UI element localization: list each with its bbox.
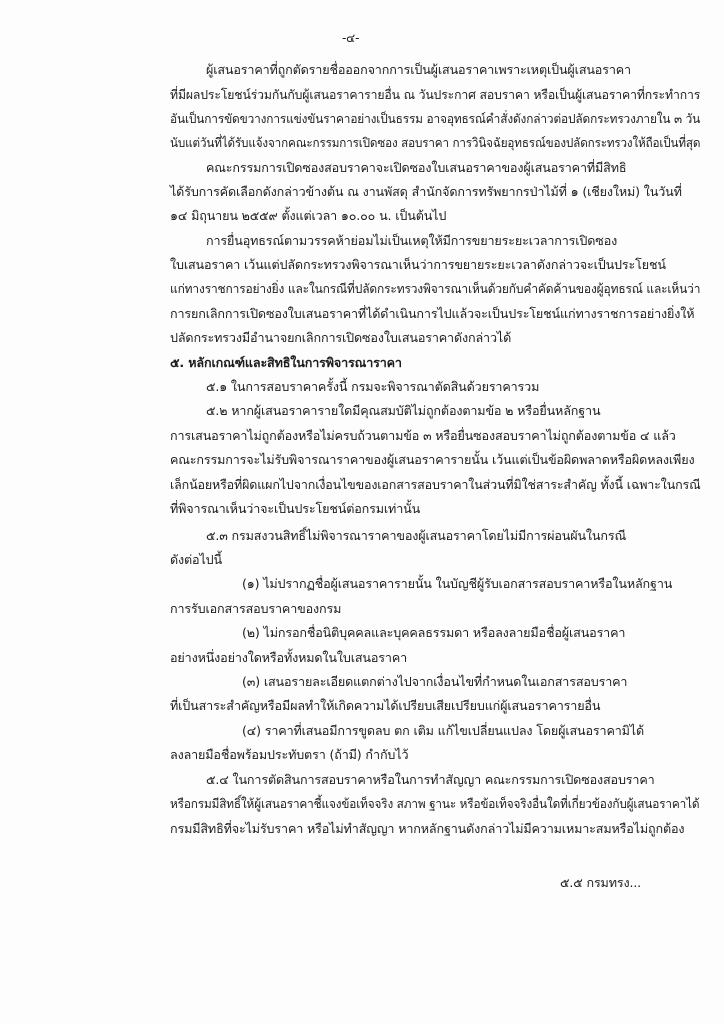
- paragraph-line: กรมมีสิทธิที่จะไม่รับราคา หรือไม่ทำสัญญา หากหลักฐานดังกล่าวไม่มีความเหมาะสมหรือไม่ถูกต้อง: [170, 821, 685, 836]
- list-item-line: (๔) ราคาที่เสนอมีการขูดลบ ตก เติม แก้ไขเปลี่ยนแปลง โดยผู้เสนอราคามิได้: [242, 723, 644, 738]
- page-number: -๔-: [342, 31, 360, 45]
- paragraph-line: ที่มีผลประโยชน์ร่วมกันกับผู้เสนอราคารายอื่น ณ วันประกาศ สอบราคา หรือเป็นผู้เสนอราคาที่กระทำการ: [170, 87, 701, 102]
- paragraph-line: คณะกรรมการเปิดซองสอบราคาจะเปิดซองใบเสนอราคาของผู้เสนอราคาที่มีสิทธิ: [206, 160, 627, 175]
- list-item-line: ลงลายมือชื่อพร้อมประทับตรา (ถ้ามี) กำกับไว้: [170, 747, 409, 762]
- paragraph-line: หรือกรมมีสิทธิ์ให้ผู้เสนอราคาชี้แจงข้อเท็จจริง สภาพ ฐานะ หรือข้อเท็จจริงอื่นใดที่เกี่ยวข้องกับผู้เสนอราคาได้: [170, 796, 700, 811]
- list-item-line: การรับเอกสารสอบราคาของกรม: [170, 601, 342, 616]
- paragraph-line: ๕.๒ หากผู้เสนอราคารายใดมีคุณสมบัติไม่ถูกต้องตามข้อ ๒ หรือยื่นหลักฐาน: [206, 403, 601, 418]
- paragraph-line: ๕.๑ ในการสอบราคาครั้งนี้ กรมจะพิจารณาตัดสินด้วยราคารวม: [206, 379, 540, 394]
- list-item-line: (๓) เสนอรายละเอียดแตกต่างไปจากเงื่อนไขที่กำหนดในเอกสารสอบราคา: [242, 674, 628, 689]
- continuation-note: ๕.๕ กรมทรง...: [560, 875, 642, 890]
- paragraph-line: ได้รับการคัดเลือกดังกล่าวข้างต้น ณ งานพัสดุ สำนักจัดการทรัพยากรป่าไม้ที่ ๑ (เชียงใหม่) ในวันที่: [170, 184, 682, 199]
- list-item-line: (๒) ไม่กรอกชื่อนิติบุคคลและบุคคลธรรมดา หรือลงลายมือชื่อผู้เสนอราคา: [242, 625, 626, 640]
- list-item-line: อย่างหนึ่งอย่างใดหรือทั้งหมดในใบเสนอราคา: [170, 650, 408, 665]
- paragraph-line: ดังต่อไปนี้: [170, 552, 222, 567]
- paragraph-line: การยื่นอุทธรณ์ตามวรรคห้าย่อมไม่เป็นเหตุให้มีการขยายระยะเวลาการเปิดซอง: [206, 233, 618, 248]
- paragraph-line: ปลัดกระทรวงมีอำนาจยกเลิกการเปิดซองใบเสนอราคาดังกล่าวได้: [170, 330, 512, 345]
- paragraph-line: การยกเลิกการเปิดซองใบเสนอราคาที่ได้ดำเนินการไปแล้วจะเป็นประโยชน์แก่ทางราชการอย่างยิ่งให้: [170, 306, 695, 321]
- paragraph-line: ๕.๓ กรมสงวนสิทธิ์ไม่พิจารณาราคาของผู้เสนอราคาโดยไม่มีการผ่อนผันในกรณี: [206, 528, 627, 543]
- paragraph-line: ผู้เสนอราคาที่ถูกตัดรายชื่อออกจากการเป็นผู้เสนอราคาเพราะเหตุเป็นผู้เสนอราคา: [206, 62, 631, 77]
- paragraph-line: ๕.๔ ในการตัดสินการสอบราคาหรือในการทำสัญญา คณะกรรมการเปิดซองสอบราคา: [206, 772, 655, 787]
- paragraph-line: ที่พิจารณาเห็นว่าจะเป็นประโยชน์ต่อกรมเท่านั้น: [170, 501, 421, 516]
- paragraph-line: คณะกรรมการจะไม่รับพิจารณาราคาของผู้เสนอราคารายนั้น เว้นแต่เป็นข้อผิดพลาดหรือผิดหลงเพียง: [170, 452, 695, 467]
- paragraph-line: ๑๔ มิถุนายน ๒๕๕๙ ตั้งแต่เวลา ๑๐.๐๐ น. เป็นต้นไป: [170, 208, 447, 223]
- paragraph-line: การเสนอราคาไม่ถูกต้องหรือไม่ครบถ้วนตามข้อ ๓ หรือยื่นซองสอบราคาไม่ถูกต้องตามข้อ ๔ แล้ว: [170, 428, 676, 443]
- paragraph-line: อันเป็นการขัดขวางการแข่งขันราคาอย่างเป็นธรรม อาจอุทธรณ์คำสั่งดังกล่าวต่อปลัดกระทรวงภายใน ๓ วัน: [170, 111, 701, 126]
- paragraph-line: แก่ทางราชการอย่างยิ่ง และในกรณีที่ปลัดกระทรวงพิจารณาเห็นด้วยกับคำคัดค้านของผู้อุทธรณ์ และเห็นว่า: [170, 281, 701, 296]
- paragraph-line: เล็กน้อยหรือที่ผิดแผกไปจากเงื่อนไขของเอกสารสอบราคาในส่วนที่มิใช่สาระสำคัญ ทั้งนี้ เฉพาะในกรณี: [170, 477, 701, 492]
- list-item-line: ที่เป็นสาระสำคัญหรือมีผลทำให้เกิดความได้เปรียบเสียเปรียบแก่ผู้เสนอราคารายอื่น: [170, 698, 601, 713]
- paragraph-line: ใบเสนอราคา เว้นแต่ปลัดกระทรวงพิจารณาเห็นว่าการขยายระยะเวลาดังกล่าวจะเป็นประโยชน์: [170, 257, 666, 272]
- section-heading: ๕. หลักเกณฑ์และสิทธิในการพิจารณาราคา: [170, 355, 402, 370]
- paragraph-line: นับแต่วันที่ได้รับแจ้งจากคณะกรรมการเปิดซอง สอบราคา การวินิจฉัยอุทธรณ์ของปลัดกระทรวงให้ถือเป็นที่สุด: [170, 135, 701, 150]
- list-item-line: (๑) ไม่ปรากฏชื่อผู้เสนอราคารายนั้น ในบัญชีผู้รับเอกสารสอบราคาหรือในหลักฐาน: [242, 576, 673, 591]
